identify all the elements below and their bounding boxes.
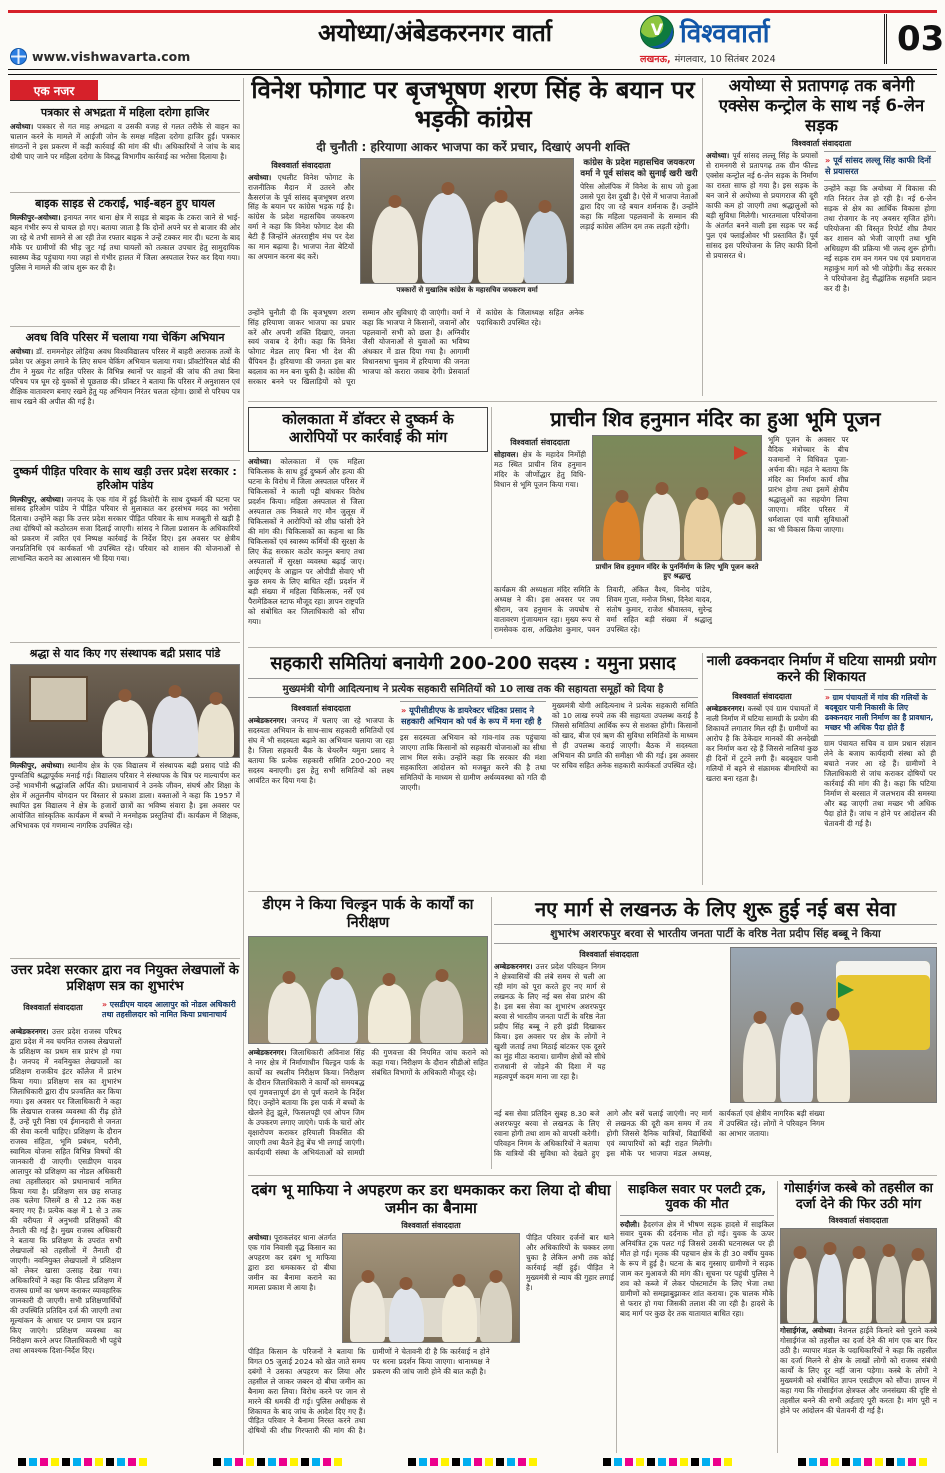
body-text: डॉ. राममनोहर लोहिया अवध विश्वविद्यालय परिसर में बाहरी अराजक तत्वों के प्रवेश पर अंकुश लगाने के लिए सघन चेकिंग अभियान चलाया गया। प्रॉक्टोरियल बोर्ड की टीम ने मुख्य गेट सहित परिसर के विभिन्न स्थानों पर वाहनों की जांच की तथा बिना परिचय पत्र घूम रहे युवकों से पूछताछ की। प्रॉक्टर ने बताया कि परिसर में अनुशासन एवं शैक्षिक वातावरण बनाए रखने हेतु यह अभियान निरंतर चलता रहेगा। छात्रों से परिचय पत्र साथ रखने की अपील की गई है। bbox=[10, 346, 240, 406]
website-url[interactable]: www.vishwavarta.com bbox=[32, 49, 191, 64]
memorial-photo bbox=[10, 664, 240, 758]
registration-marks-cluster bbox=[603, 1458, 732, 1468]
body-text: पेरिस ओलंपिक में विनेश के साथ जो हुआ उससे पूरा देश दुखी है। ऐसे में भाजपा नेताओं द्वारा दिए जा रहे बयान शर्मनाक हैं। उन्होंने कहा कि महिला पहलवानों के सम्मान की लड़ाई कांग्रेस अंतिम दम तक लड़ती रहेगी। bbox=[580, 181, 698, 231]
column-separator bbox=[491, 897, 492, 1169]
brief-item-1 bbox=[10, 106, 240, 190]
drain-col-1 bbox=[706, 689, 818, 872]
column-separator bbox=[777, 1181, 778, 1453]
temple-col-3 bbox=[768, 435, 936, 581]
body-text: पीड़ित किसान के परिजनों ने बताया कि विगत 05 जुलाई 2024 को खेत जाते समय दबंगों ने उसका अपहरण कर लिया और तहसील ले जाकर जबरन दो बीघा जमीन का बैनामा करा लिया। विरोध करने पर जान से मारने की धमकी दी गई। पुलिस अधीक्षक से शिकायत के बाद जांच के आदेश दिए गए हैं। पीड़ित परिवार ने बैनामा निरस्त करने तथा दोषियों की शीघ्र गिरफ्तारी की मांग की है। ग्रामीणों ने चेतावनी दी है कि कार्रवाई न होने पर धरना प्रदर्शन किया जाएगा। थानाध्यक्ष ने प्रकरण की जांच जारी होने की बात कही है। bbox=[248, 1346, 490, 1436]
body-text: नेशनल हाईवे किनारे बसे पुराने कस्बे गोसाईगंज को तहसील का दर्जा देने की मांग एक बार फिर उठी है। व्यापार मंडल के पदाधिकारियों ने कहा कि तहसील का दर्जा मिलने से क्षेत्र के लाखों लोगों को राजस्व संबंधी कार्यों के लिए दूर नहीं जाना पड़ेगा। कस्बे के लोगों ने मुख्यमंत्री को संबोधित ज्ञापन एसडीएम को सौंपा। ज्ञापन में कहा गया कि गोसाईगंज क्षेत्रफल और जनसंख्या की दृष्टि से तहसील बनने की सभी अर्हताएं पूरी करता है। मांग पूरी न होने पर आंदोलन की चेतावनी दी गई है। bbox=[780, 1325, 937, 1415]
dateline: अम्बेडकरनगर। bbox=[248, 1048, 287, 1058]
registration-marks-cluster bbox=[18, 1458, 147, 1468]
row-separator bbox=[248, 891, 937, 892]
highlight-bullet bbox=[824, 689, 936, 736]
coop-col-2 bbox=[400, 701, 546, 883]
dateline: अयोध्या। bbox=[248, 1232, 272, 1242]
brief-headline: श्रद्धा से याद किए गए संस्थापक बद्री प्रसाद पांडे bbox=[29, 647, 221, 660]
article-headline: नाली ढक्कनदार निर्माण में घटिया सामग्री प्रयोग करने की शिकायत bbox=[706, 653, 937, 686]
body-text: पीड़ित परिवार दर्जनों बार थाने और अधिकारियों के चक्कर लगा चुका है लेकिन अभी तक कोई कार्रवाई नहीं हुई। पीड़ित ने मुख्यमंत्री से न्याय की गुहार लगाई है। bbox=[526, 1232, 614, 1292]
ek-nazar-label: एक नजर bbox=[10, 80, 98, 100]
mafia-col-3 bbox=[526, 1233, 614, 1343]
row-separator bbox=[248, 1175, 937, 1176]
brief-headline: पत्रकार से अभद्रता में महिला दरोगा हाजिर bbox=[40, 106, 210, 119]
item-divider bbox=[10, 460, 240, 461]
globe-icon bbox=[10, 48, 27, 65]
website-link[interactable] bbox=[10, 48, 190, 65]
column-separator bbox=[243, 78, 244, 1455]
ek-nazar-rule bbox=[10, 100, 240, 101]
body-text: मुख्यमंत्री योगी आदित्यनाथ ने प्रत्येक सहकारी समिति को 10 लाख रुपये तक की सहायता उपलब्ध कराई है जिससे समितियां आर्थिक रूप से सशक्त होंगी। किसानों को खाद, बीज एवं ऋण की सुविधा समितियों के माध्यम से ही उपलब्ध कराई जाएगी। बैठक में सदस्यता अभियान की प्रगति की समीक्षा भी की गई। इस अवसर पर सचिव सहित अनेक सहकारी कार्यकर्ता उपस्थित रहे। bbox=[552, 700, 698, 770]
article-headline: साइकिल सवार पर पलटी ट्रक, युवक की मौत bbox=[620, 1181, 774, 1216]
dateline: अयोध्या। bbox=[248, 457, 272, 467]
mafia-col-1 bbox=[248, 1233, 336, 1343]
body-text: भूमि पूजन के अवसर पर वैदिक मंत्रोच्चार के बीच यजमानों ने विधिवत पूजा-अर्चना की। महंत ने बताया कि मंदिर का निर्माण कार्य शीघ्र प्रारंभ होगा तथा इसमें क्षेत्रीय श्रद्धालुओं का सहयोग लिया जाएगा। मंदिर परिसर में धर्मशाला एवं यात्री सुविधाओं का भी विकास किया जाएगा। bbox=[768, 435, 849, 535]
lead-photo-caption: पत्रकारों से मुखातिब कांग्रेस के महासचिव जयकरण वर्मा bbox=[396, 285, 538, 294]
dateline: अयोध्या। bbox=[10, 346, 34, 356]
lekhpal-article bbox=[10, 958, 240, 1455]
body-text: उत्तर प्रदेश परिवहन निगम ने क्षेत्रवासियों की लंबे समय से चली आ रही मांग को पूरा करते हुए नए मार्ग से लखनऊ के लिए नई बस सेवा प्रारंभ की है। इस बस सेवा का शुभारंभ अशरफपुर बरवा से भारतीय जनता पार्टी के वरिष्ठ नेता प्रदीप सिंह बब्बू ने हरी झंडी दिखाकर किया। इस अवसर पर क्षेत्र के लोगों ने खुशी जताई तथा मिठाई बांटकर एक दूसरे का मुंह मीठा कराया। ग्रामीण क्षेत्रों को सीधे राजधानी से जोड़ने की दिशा में यह महत्वपूर्ण कदम माना जा रहा है। bbox=[494, 962, 606, 1082]
portrait-graphic bbox=[29, 676, 88, 722]
header-divider bbox=[8, 69, 937, 75]
highlight-text: एसडीएम यादव आलापुर को नोडल अधिकारी तथा तहसीलदार को नामित किया प्रधानाचार्य bbox=[102, 999, 236, 1019]
dateline: अम्बेडकरनगर। bbox=[706, 703, 745, 713]
highlight-bullet bbox=[102, 1000, 240, 1020]
brief-item-5 bbox=[10, 642, 240, 956]
article-headline: नए मार्ग से लखनऊ के लिए शुरू हुई नई बस सेवा bbox=[535, 897, 896, 921]
body-text: एथलीट विनेश फोगाट के राजनीतिक मैदान में उतरने और कैसरगंज के पूर्व सांसद बृजभूषण शरण सिंह के बयान पर कांग्रेस भड़क गई है। कांग्रेस के प्रदेश महासचिव जयकरण वर्मा ने कहा कि विनेश फोगाट देश की बेटी हैं जिन्होंने अंतरराष्ट्रीय मंच पर देश का मान बढ़ाया है। भाजपा नेता बेटियों का अपमान करना बंद करें। bbox=[248, 172, 354, 262]
bus-subhead: शुभारंभ अशरफपुर बरवा से भारतीय जनता पार्टी के वरिष्ठ नेता प्रदीप सिंह बब्बू ने किया bbox=[494, 924, 937, 944]
drain-col-2 bbox=[824, 689, 936, 872]
article-headline: कोलकाता में डॉक्टर से दुष्कर्म के आरोपियों पर कार्रवाई की मांग bbox=[248, 407, 488, 452]
registration-marks-cluster bbox=[408, 1458, 537, 1468]
temple-photo-caption: प्राचीन शिव हनुमान मंदिर के पुनर्निर्माण के लिए भूमि पूजन करते हुए श्रद्धालु bbox=[595, 563, 759, 581]
column-separator bbox=[702, 653, 703, 885]
body-text: उन्होंने चुनौती दी कि बृजभूषण शरण सिंह हरियाणा जाकर भाजपा का प्रचार करें और अपनी शक्ति दिखाएं, जनता स्वयं जवाब दे देगी। कहा कि विनेश फोगाट मेडल लाए बिना भी देश की चैंपियन हैं। हरियाणा की जनता इस बार बदलाव का मन बना चुकी है। कांग्रेस की सरकार बनने पर खिलाड़ियों को पूरा सम्मान और सुविधाएं दी जाएंगी। वर्मा ने कहा कि भाजपा ने किसानों, जवानों और पहलवानों सभी को छला है। अग्निवीर जैसी योजनाओं से युवाओं का भविष्य अंधकार में डाल दिया गया है। आगामी विधानसभा चुनाव में हरियाणा की जनता भाजपा को करारा जवाब देगी। प्रेसवार्ता में कांग्रेस के जिलाध्यक्ष सहित अनेक पदाधिकारी उपस्थित रहे। bbox=[248, 307, 584, 387]
dateline: अयोध्या। bbox=[248, 172, 272, 182]
body-text: पत्रकार से गत माह अभद्रता व उसकी वजह से गलत तरीके से वाहन का चालान करने के मामले में आईजी जोन के समक्ष महिला दरोगा हाजिर हुईं। पत्रकार संगठनों ने इस प्रकरण में कड़ी कार्रवाई की मांग की थी। अधिकारियों ने जांच के बाद दोषी पाए जाने पर महिला दरोगा के विरुद्ध विभागीय कार्रवाई का भरोसा दिलाया है। bbox=[10, 121, 240, 161]
dateline: अम्बेडकरनगर। bbox=[10, 1026, 49, 1036]
truck-article bbox=[620, 1181, 774, 1446]
lead-photo-wrap bbox=[360, 158, 574, 303]
body-text: इनायत नगर थाना क्षेत्र में साइड से बाइक के टकरा जाने से भाई-बहन गंभीर रूप से घायल हो गए। बताया जाता है कि दोनों अपने घर से बाजार की ओर जा रहे थे तभी सामने से आ रही तेज रफ्तार बाइक ने उन्हें टक्कर मार दी। घटना के बाद मौके पर ग्रामीणों की भीड़ जुट गई तथा घायलों को तत्काल उपचार हेतु सामुदायिक स्वास्थ्य केंद्र पहुंचाया गया जहां से गंभीर हालत में जिला अस्पताल रेफर कर दिया गया। पुलिस ने मामले की जांच शुरू कर दी है। bbox=[10, 212, 240, 272]
drain-article bbox=[706, 653, 937, 872]
bus-photo bbox=[730, 947, 937, 1103]
article-headline: डीएम ने किया चिल्ड्रन पार्क के कार्यों का निरीक्षण bbox=[262, 897, 474, 931]
road-col-2 bbox=[824, 151, 936, 379]
registration-marks-cluster bbox=[798, 1458, 927, 1468]
section-masthead: अयोध्या/अंबेडकरनगर वार्ता bbox=[318, 19, 552, 47]
temple-photo-wrap bbox=[592, 435, 762, 581]
body-text: स्थानीय क्षेत्र के एक विद्यालय में संस्थापक बद्री प्रसाद पांडे की पुण्यतिथि श्रद्धापूर्वक मनाई गई। विद्यालय परिवार ने संस्थापक के चित्र पर माल्यार्पण कर उन्हें भावभीनी श्रद्धांजलि अर्पित की। प्रधानाचार्य ने उनके जीवन, संघर्ष और शिक्षा के क्षेत्र में अतुलनीय योगदान पर विस्तार से प्रकाश डाला। वक्ताओं ने कहा कि 1957 में स्थापित इस विद्यालय ने क्षेत्र के हजारों छात्रों का भविष्य संवारा है। इस अवसर पर आयोजित सांस्कृतिक कार्यक्रम में बच्चों ने मनमोहक प्रस्तुतियां दीं। कार्यक्रम में शिक्षक, अभिभावक एवं गणमान्य नागरिक उपस्थित रहे। bbox=[10, 760, 240, 830]
highlight-bullet bbox=[400, 701, 546, 730]
mafia-article bbox=[248, 1181, 614, 1445]
byline: विश्ववार्ता संवाददाता bbox=[510, 438, 570, 448]
article-headline: सहकारी समितियां बनायेगी 200-200 सदस्य : यमुना प्रसाद bbox=[270, 653, 676, 674]
byline: विश्ववार्ता संवाददाता bbox=[23, 1002, 83, 1012]
item-divider bbox=[10, 642, 240, 643]
registration-marks bbox=[0, 1458, 945, 1468]
row-separator bbox=[248, 647, 937, 648]
body-text: जनपद के एक गांव में हुई किशोरी के साथ दुष्कर्म की घटना पर सांसद हरिओम पांडेय ने पीड़ित परिवार से मुलाकात कर हरसंभव मदद का भरोसा दिलाया। उन्होंने कहा कि उत्तर प्रदेश सरकार पीड़ित परिवार के साथ मजबूती से खड़ी है तथा दोषियों को कठोरतम सजा दिलाई जाएगी। सांसद ने जिला प्रशासन के अधिकारियों को प्रकरण में त्वरित एवं निष्पक्ष कार्रवाई के निर्देश दिए। इस अवसर पर क्षेत्रीय जनप्रतिनिधि एवं कार्यकर्ता भी उपस्थित रहे। परिवार को शासन की योजनाओं से लाभान्वित कराने का आश्वासन भी दिया गया। bbox=[10, 494, 240, 564]
dateline: अयोध्या। bbox=[10, 121, 34, 131]
dateline: मिल्कीपुर, अयोध्या। bbox=[10, 494, 64, 504]
dateline: रुदौली। bbox=[620, 1219, 640, 1229]
dm-park-photo bbox=[248, 936, 488, 1044]
coop-subhead: मुख्यमंत्री योगी आदित्यनाथ ने प्रत्येक सहकारी समितियों को 10 लाख तक की सहायता समूहों को दिया है bbox=[248, 678, 698, 698]
green-flag-graphic bbox=[838, 982, 854, 998]
body-text: कार्यक्रम की अध्यक्षता मंदिर समिति के अध्यक्ष ने की। इस अवसर पर जय श्रीराम, जय हनुमान के जयघोष से वातावरण गुंजायमान रहा। मुख्य रूप से रामसेवक दास, अखिलेश कुमार, पवन तिवारी, अंकित वैश्य, विनोद पांडेय, शिवम गुप्ता, मनोज मिश्रा, दिनेश यादव, संतोष कुमार, राजेश श्रीवास्तव, सुरेन्द्र वर्मा सहित बड़ी संख्या में श्रद्धालु उपस्थित रहे। bbox=[494, 585, 712, 635]
mafia-photo bbox=[342, 1233, 520, 1343]
highlight-text: यूपीसीडीएफ के डायरेक्टर चंद्रिका प्रसाद ने सहकारी अभियान को पर्व के रूप में मना रही है bbox=[401, 704, 542, 726]
lead-subhead: दी चुनौती : हरियाणा आकर भाजपा का करें प्रचार, दिखाएं अपनी शक्ति bbox=[316, 139, 630, 154]
body-text: इस सदस्यता अभियान को गांव-गांव तक पहुंचाया जाएगा ताकि किसानों को सहकारी योजनाओं का सीधा लाभ मिल सके। उन्होंने कहा कि सरकार की मंशा सहकारिता आंदोलन को मजबूत करने की है तथा समितियों के माध्यम से ग्रामीण अर्थव्यवस्था को गति दी जाएगी। bbox=[400, 733, 546, 793]
gosaiganj-article bbox=[780, 1181, 937, 1438]
temple-article bbox=[494, 407, 937, 639]
road-article bbox=[706, 76, 937, 379]
edition-city: लखनऊ, bbox=[640, 54, 671, 65]
temple-photo bbox=[592, 435, 762, 561]
brief-headline: अवध विवि परिसर में चलाया गया चेकिंग अभियान bbox=[25, 331, 225, 344]
lead-right-subhead: कांग्रेस के प्रदेश महासचिव जयकरण वर्मा ने पूर्व सांसद को सुनाई खरी खरी bbox=[580, 157, 698, 179]
vishwavarta-logo-icon bbox=[640, 15, 674, 49]
dateline: अयोध्या। bbox=[706, 151, 730, 161]
body-text: पूराकलंदर थाना अंतर्गत एक गांव निवासी वृद्ध किसान का अपहरण कर दबंग भू माफिया द्वारा डरा धमकाकर दो बीघा जमीन का बैनामा कराने का मामला प्रकाश में आया है। bbox=[248, 1232, 336, 1292]
page-number bbox=[884, 14, 944, 64]
body-text: पूर्व सांसद लल्लू सिंह के प्रयासों से रामनगरी से प्रतापगढ़ तक ग्रीन फील्ड एक्सेस कन्ट्रोल नई 6-लेन सड़क के निर्माण का रास्ता साफ हो गया है। इस सड़क के बन जाने से अयोध्या से प्रयागराज की दूरी काफी कम हो जाएगी तथा श्रद्धालुओं को बड़ी सुविधा मिलेगी। भारतमाला परियोजना के अंतर्गत बनने वाली इस सड़क पर कई पुल एवं फ्लाईओवर भी प्रस्तावित हैं। पूर्व सांसद इस परियोजना के लिए काफी दिनों से प्रयासरत थे। bbox=[706, 151, 818, 261]
dm-park-article bbox=[248, 897, 488, 1166]
column-separator bbox=[491, 407, 492, 639]
temple-flag-graphic bbox=[734, 446, 748, 460]
body-text: नई बस सेवा प्रतिदिन सुबह 8.30 बजे अशरफपुर बरवा से लखनऊ के लिए रवाना होगी तथा शाम को वापसी करेगी। परिवहन निगम के अधिकारियों ने बताया कि यात्रियों की सुविधा को देखते हुए आगे और बसें चलाई जाएंगी। नए मार्ग से लखनऊ की दूरी कम समय में तय होगी जिससे दैनिक यात्रियों, विद्यार्थियों एवं व्यापारियों को बड़ी राहत मिलेगी। इस मौके पर भाजपा मंडल अध्यक्ष, कार्यकर्ता एवं क्षेत्रीय नागरिक बड़ी संख्या में उपस्थित रहे। लोगों ने परिवहन निगम का आभार जताया। bbox=[494, 1109, 825, 1159]
column-separator bbox=[616, 1181, 617, 1453]
byline: विश्ववार्ता संवाददाता bbox=[579, 950, 639, 960]
dateline: अम्बेडकरनगर। bbox=[248, 715, 287, 725]
highlight-text: ग्राम पंचायतों में गांव की गलियों के बदबूदार पानी निकासी के लिए ढक्कनदार नाली निर्माण का है प्रावधान, मच्छर भी अधिक पैदा होते हैं bbox=[825, 692, 934, 732]
kolkata-article bbox=[248, 407, 488, 629]
byline: विश्ववार्ता संवाददाता bbox=[791, 139, 852, 149]
bus-graphic bbox=[836, 961, 930, 1050]
brief-item-4 bbox=[10, 460, 240, 640]
top-red-rule bbox=[8, 10, 937, 13]
lead-left-column bbox=[248, 158, 354, 303]
body-text: हैदरगंज क्षेत्र में भीषण सड़क हादसे में साइकिल सवार युवक की दर्दनाक मौत हो गई। युवक के ऊपर अनियंत्रित ट्रक पलट गई जिससे उसकी घटनास्थल पर ही मौत हो गई। मृतक की पहचान क्षेत्र के ही 30 वर्षीय युवक के रूप में हुई है। घटना के बाद गुस्साए ग्रामीणों ने सड़क जाम कर मुआवजे की मांग की। सूचना पर पहुंची पुलिस ने शव को कब्जे में लेकर पोस्टमार्टम के लिए भेजा तथा ग्रामीणों को समझाबुझाकर शांत कराया। ट्रक चालक मौके से फरार हो गया जिसकी तलाश की जा रही है। हादसे के बाद मार्ग पर कुछ देर तक यातायात बाधित रहा। bbox=[620, 1219, 774, 1319]
dateline: गोसाईगंज, अयोध्या। bbox=[780, 1325, 836, 1335]
article-headline: प्राचीन शिव हनुमान मंदिर का हुआ भूमि पूजन bbox=[550, 407, 881, 431]
body-text: उत्तर प्रदेश राजस्व परिषद द्वारा प्रदेश में नव चयनित राजस्व लेखपालों के प्रशिक्षण का प्रथम सत्र प्रारंभ हो गया है। जनपद में नवनियुक्त लेखपालों का प्रशिक्षण राजकीय इंटर कॉलेज में प्रारंभ किया गया। प्रशिक्षण सत्र का शुभारंभ जिलाधिकारी द्वारा दीप प्रज्वलित कर किया गया। इस अवसर पर जिलाधिकारी ने कहा कि लेखपाल राजस्व व्यवस्था की रीढ़ होते हैं, उन्हें पूरी निष्ठा एवं ईमानदारी से जनता की सेवा करनी चाहिए। प्रशिक्षण के दौरान राजस्व संहिता, भूमि प्रबंधन, घरौनी, स्वामित्व योजना सहित विभिन्न विषयों की जानकारी दी जाएगी। एसडीएम यादव आलापुर को प्रशिक्षण का नोडल अधिकारी तथा तहसीलदार को प्रधानाचार्य नामित किया गया है। प्रशिक्षण सत्र छह सप्ताह तक चलेगा जिसमें 8 से 12 तक कक्ष बनाए गए हैं। प्रत्येक कक्ष में 1 से 3 तक की वरीयता में अनुभवी प्रशिक्षकों की तैनाती की गई है। मुख्य राजस्व अधिकारी ने बताया कि प्रशिक्षण के उपरांत सभी लेखपालों को तहसीलों में तैनाती दी जाएगी। नवनियुक्त लेखपालों में प्रशिक्षण को लेकर खासा उत्साह देखा गया। अधिकारियों ने कहा कि फील्ड प्रशिक्षण में राजस्व ग्रामों का भ्रमण कराकर व्यावहारिक जानकारी दी जाएगी। सभी प्रशिक्षणार्थियों की उपस्थिति प्रतिदिन दर्ज की जाएगी तथा मूल्यांकन के आधार पर प्रमाण पत्र प्रदान किए जाएंगे। प्रशिक्षण व्यवस्था का निरीक्षण करने अपर जिलाधिकारी भी पहुंचे तथा आवश्यक दिशा-निर्देश दिए। bbox=[10, 1026, 122, 1356]
item-divider bbox=[10, 958, 240, 959]
article-headline: गोसाईगंज कस्बे को तहसील का दर्जा देने की फिर उठी मांग bbox=[784, 1181, 933, 1212]
highlight-text: पूर्व सांसद लल्लू सिंह काफी दिनों से प्रयासरत bbox=[825, 155, 931, 177]
article-headline: उत्तर प्रदेश सरकार द्वारा नव नियुक्त लेखपालों के प्रशिक्षण सत्र का शुभारंभ bbox=[11, 963, 239, 995]
newspaper-brand bbox=[640, 14, 865, 50]
dateline: अम्बेडकरनगर। bbox=[494, 962, 533, 972]
edition-dateline bbox=[640, 52, 890, 65]
brief-item-2 bbox=[10, 192, 240, 324]
byline: विश्ववार्ता संवाददाता bbox=[291, 703, 351, 713]
registration-marks-cluster bbox=[213, 1458, 342, 1468]
body-text: कस्बों एवं ग्राम पंचायतों में नाली निर्माण में घटिया सामग्री के प्रयोग की शिकायतें लगातार मिल रही हैं। ग्रामीणों का आरोप है कि ठेकेदार मानकों की अनदेखी कर निर्माण करा रहे हैं जिससे नालियां कुछ ही दिनों में टूटने लगी हैं। बदबूदार पानी गलियों में बहने से संक्रामक बीमारियों का खतरा बना रहता है। bbox=[706, 703, 818, 783]
article-headline: दबंग भू माफिया ने अपहरण कर डरा धमकाकर करा लिया दो बीघा जमीन का बैनामा bbox=[251, 1181, 611, 1218]
dateline: मिल्कीपुर, अयोध्या। bbox=[10, 760, 65, 770]
lead-article bbox=[248, 76, 698, 394]
body-text: ग्राम पंचायत सचिव व ग्राम प्रधान संज्ञान लेने के बजाय कार्यदायी संस्था को ही बचाते नजर आ रहे हैं। ग्रामीणों ने जिलाधिकारी से जांच कराकर दोषियों पर कार्रवाई की मांग की है। कहा कि घटिया निर्माण से बरसात में जलभराव की समस्या और बढ़ जाएगी तथा मच्छर भी अधिक पैदा होते हैं। जांच न होने पर आंदोलन की चेतावनी दी गई है। bbox=[824, 739, 936, 829]
temple-col-1 bbox=[494, 435, 586, 581]
coop-col-1 bbox=[248, 701, 394, 883]
row-separator bbox=[248, 401, 937, 402]
dateline: मिल्कीपुर-अयोध्या। bbox=[10, 212, 61, 222]
page-number-value: 03 bbox=[897, 19, 945, 59]
gosaiganj-photo bbox=[780, 1228, 937, 1324]
byline: विश्ववार्ता संवाददाता bbox=[401, 1220, 461, 1230]
lead-right-column bbox=[580, 158, 698, 303]
bus-article bbox=[494, 897, 937, 1165]
body-text: कोलकाता में एक महिला चिकित्सक के साथ हुई दुष्कर्म और हत्या की घटना के विरोध में जिला अस्पताल परिसर में चिकित्सकों ने काली पट्टी बांधकर विरोध प्रदर्शन किया। महिला अस्पताल से जिला अस्पताल तक निकाले गए मौन जुलूस में चिकित्सकों ने आरोपियों को शीघ्र फांसी देने की मांग की। चिकित्सकों का कहना था कि चिकित्सकों एवं स्वास्थ्य कर्मियों की सुरक्षा के लिए केंद्र सरकार कठोर कानून बनाए तथा अस्पतालों में सुरक्षा व्यवस्था बढ़ाई जाए। आईएमए के आह्वान पर ओपीडी सेवाएं भी कुछ समय के लिए बाधित रहीं। प्रदर्शन में बड़ी संख्या में महिला चिकित्सक, नर्सें एवं पैरामेडिकल स्टाफ मौजूद रहा। ज्ञापन राष्ट्रपति को संबोधित कर जिलाधिकारी को सौंपा गया। bbox=[248, 457, 365, 627]
brief-headline: दुष्कर्म पीड़ित परिवार के साथ खड़ी उत्तर प्रदेश सरकार : हरिओम पांडेय bbox=[13, 465, 237, 492]
body-text: क्षेत्र के महादेव निर्मोही मठ स्थित प्राचीन शिव हनुमान मंदिर के जीर्णोद्धार हेतु विधि-विधान से भूमि पूजन किया गया। bbox=[494, 450, 586, 490]
coop-article bbox=[248, 653, 698, 883]
dateline: सोहावल। bbox=[494, 450, 519, 460]
lead-photo bbox=[360, 158, 574, 284]
body-text: जनपद में चलाए जा रहे भाजपा के सदस्यता अभियान के साथ-साथ सहकारी समितियों एवं संघ में भी सदस्यता बढ़ाने का अभियान चलाया जा रहा है। जिला सहकारी बैंक के चेयरमैन यमुना प्रसाद ने बताया कि प्रत्येक सहकारी समिति 200-200 नए सदस्य बनाएगी। इस हेतु सभी समितियों को लक्ष्य आवंटित कर दिया गया है। bbox=[248, 715, 394, 785]
article-headline: अयोध्या से प्रतापगढ़ तक बनेगी एक्सेस कन्ट्रोल के साथ नई 6-लेन सड़क bbox=[718, 76, 925, 136]
brief-item-3 bbox=[10, 326, 240, 458]
item-divider bbox=[10, 192, 240, 193]
byline: विश्ववार्ता संवाददाता bbox=[732, 691, 792, 701]
highlight-bullet bbox=[824, 151, 936, 180]
newspaper-name: विश्ववार्ता bbox=[680, 19, 770, 49]
body-text: उन्होंने कहा कि अयोध्या में विकास की गति निरंतर तेज हो रही है। नई 6-लेन सड़क से क्षेत्र का आर्थिक विकास होगा तथा रोजगार के नए अवसर सृजित होंगे। परियोजना की विस्तृत रिपोर्ट शीघ्र तैयार कर शासन को भेजी जाएगी तथा भूमि अधिग्रहण की प्रक्रिया भी जल्द शुरू होगी। नई सड़क राम वन गमन पथ एवं प्रयागराज महाकुंभ मार्ग को भी जोड़ेगी। केंद्र सरकार ने परियोजना हेतु सैद्धांतिक सहमति प्रदान कर दी है। bbox=[824, 183, 936, 293]
byline: विश्ववार्ता संवाददाता bbox=[828, 1215, 889, 1225]
item-divider bbox=[10, 326, 240, 327]
coop-col-3 bbox=[552, 701, 698, 883]
bus-text-block bbox=[494, 947, 724, 1104]
byline: विश्ववार्ता संवाददाता bbox=[271, 160, 331, 170]
road-col-1 bbox=[706, 151, 818, 379]
edition-date: मंगलवार, 10 सितंबर 2024 bbox=[674, 54, 776, 65]
body-text: जिलाधिकारी अविनाश सिंह ने नगर क्षेत्र में निर्माणाधीन चिल्ड्रन पार्क के कार्यों का स्थलीय निरीक्षण किया। निरीक्षण के दौरान जिलाधिकारी ने कार्यों को समयबद्ध एवं गुणवत्तापूर्ण ढंग से पूर्ण कराने के निर्देश दिए। उन्होंने बताया कि इस पार्क में बच्चों के खेलने हेतु झूले, फिसलपट्टी एवं ओपन जिम के उपकरण लगाए जाएंगे। पार्क के चारों ओर वृक्षारोपण कराकर हरियाली विकसित की जाएगी तथा बैठने हेतु बेंच भी लगाई जाएंगी। कार्यदायी संस्था के अभियंताओं को सामग्री की गुणवत्ता की नियमित जांच कराने को कहा गया। निरीक्षण के दौरान सीडीओ सहित संबंधित विभागों के अधिकारी मौजूद रहे। bbox=[248, 1048, 488, 1158]
brief-headline: बाइक साइड से टकराई, भाई-बहन हुए घायल bbox=[35, 197, 215, 210]
lead-headline: विनेश फोगाट पर बृजभूषण शरण सिंह के बयान पर भड़की कांग्रेस bbox=[251, 76, 695, 134]
column-separator bbox=[702, 78, 703, 396]
